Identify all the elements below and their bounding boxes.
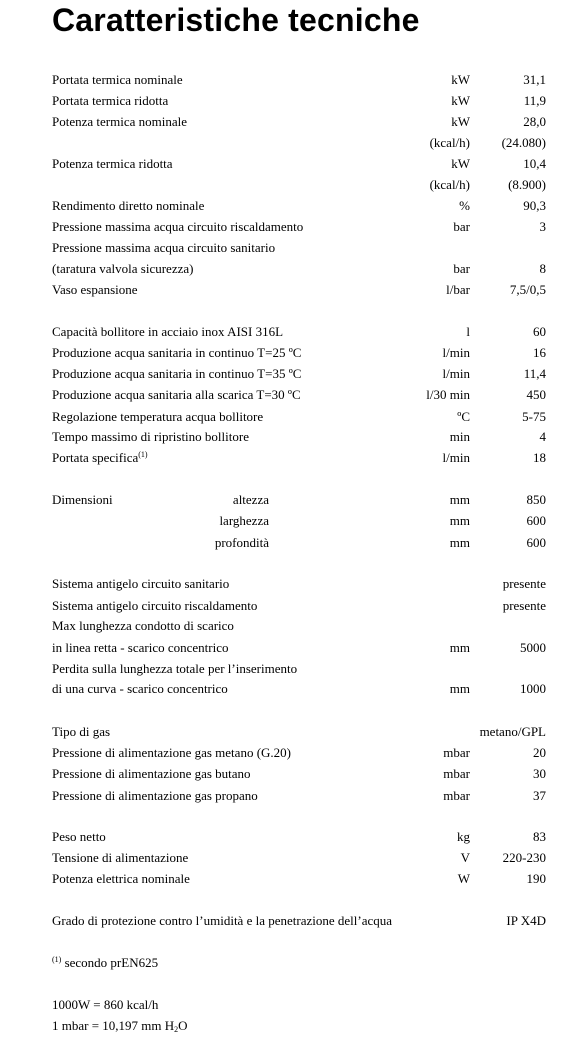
row-label: Tempo massimo di ripristino bollitore [52,429,249,444]
row-label: Sistema antigelo circuito sanitario [52,576,230,591]
table-row [52,406,546,427]
row-unit: kg [457,829,470,844]
row-unit: kW [451,156,470,171]
table-row [52,595,546,616]
row-unit: l [466,324,470,339]
row-label: Produzione acqua sanitaria in continuo T=25 ºC [52,345,302,360]
table-row [52,847,546,868]
table-row [52,342,546,363]
row-label: Pressione massima acqua circuito riscaldamento [52,219,304,234]
footnote [52,952,546,973]
row-value: 28,0 [523,114,546,129]
row-unit: V [460,850,470,865]
table-row [52,678,546,699]
row-value: (8.900) [508,177,546,192]
row-label: Produzione acqua sanitaria alla scarica T=30 ºC [52,387,301,402]
table-row [52,174,546,195]
row-unit: l/30 min [426,387,470,402]
row-value: 600 [526,535,546,550]
row-label-text: Portata specifica [52,450,139,465]
table-row [52,658,546,679]
row-value: 20 [533,745,546,760]
row-value: 31,1 [523,72,546,87]
row-label: Potenza termica ridotta [52,156,173,171]
row-value: 190 [526,871,546,886]
row-unit: mbar [443,788,470,803]
table-row [52,69,546,90]
table-row [52,279,546,300]
row-unit: l/min [442,450,470,465]
row-unit: mbar [443,766,470,781]
row-value: 220-230 [502,850,546,865]
row-label [52,447,148,468]
table-row [52,785,546,806]
row-label: Tipo di gas [52,724,111,739]
row-value: metano/GPL [479,724,546,739]
row-unit: mm [449,681,470,696]
row-value: presente [502,576,546,591]
row-value: 7,5/0,5 [509,282,546,297]
row-unit: bar [453,261,470,276]
conversion-note [52,994,546,1015]
row-value: 18 [533,450,546,465]
page-title: Caratteristiche tecniche [52,2,420,38]
row-unit: ºC [457,409,470,424]
table-row [52,721,546,742]
row-label: Pressione massima acqua circuito sanitario [52,240,276,255]
row-unit: (kcal/h) [429,177,470,192]
row-unit: kW [451,72,470,87]
row-value: 4 [539,429,546,444]
row-value: IP X4D [506,913,546,928]
dimension-sublabel: profondità [214,535,269,550]
conversion-mbar-text: 1 mbar = 10,197 mm H [52,1018,175,1033]
table-row [52,910,546,931]
footnote-text: secondo prEN625 [61,955,159,970]
row-unit: mm [449,640,470,655]
row-label: Perdita sulla lunghezza totale per l’inserimento [52,661,298,676]
row-label: Portata termica nominale [52,72,183,87]
row-unit: kW [451,114,470,129]
table-row [52,132,546,153]
row-value: 5-75 [522,409,546,424]
table-row [52,615,546,636]
row-value: 11,9 [523,93,546,108]
row-label: in linea retta - scarico concentrico [52,640,229,655]
row-value: 11,4 [523,366,546,381]
row-unit: bar [453,219,470,234]
row-unit: mm [449,535,470,550]
table-row [52,111,546,132]
row-label: Regolazione temperatura acqua bollitore [52,409,264,424]
dimension-sublabel: altezza [232,492,269,507]
row-value: 850 [526,492,546,507]
table-row [52,363,546,384]
table-row [52,510,546,531]
table-row [52,216,546,237]
conversion-suffix: O [178,1018,188,1033]
dimension-sublabel: larghezza [219,513,269,528]
row-label: Pressione di alimentazione gas butano [52,766,251,781]
row-label: Sistema antigelo circuito riscaldamento [52,598,258,613]
table-row [52,489,546,510]
row-unit: min [449,429,470,444]
row-value: 30 [533,766,546,781]
row-label: Peso netto [52,829,106,844]
row-label: Max lunghezza condotto di scarico [52,618,234,633]
row-unit: l/min [442,345,470,360]
row-unit: % [459,198,470,213]
row-label: Dimensioni [52,492,113,507]
row-label: Produzione acqua sanitaria in continuo T=35 ºC [52,366,302,381]
row-value: 3 [539,219,546,234]
row-value: 600 [526,513,546,528]
row-label: Tensione di alimentazione [52,850,189,865]
table-row [52,258,546,279]
row-label: Vaso espansione [52,282,138,297]
row-unit: W [457,871,470,886]
row-unit: mbar [443,745,470,760]
table-row [52,195,546,216]
row-unit: l/bar [446,282,470,297]
row-label: Portata termica ridotta [52,93,169,108]
row-label: Pressione di alimentazione gas propano [52,788,258,803]
row-unit: kW [451,93,470,108]
table-row [52,742,546,763]
table-row [52,532,546,553]
conversion-subscript: 2 [174,1025,179,1034]
table-row [52,763,546,784]
row-unit: (kcal/h) [429,135,470,150]
row-label: Grado di protezione contro l’umidità e la penetrazione dell’acqua [52,913,393,928]
row-value: presente [502,598,546,613]
table-row [52,153,546,174]
table-row [52,868,546,889]
row-unit: mm [449,492,470,507]
footnote-marker: (1) [52,955,62,964]
row-value: 16 [533,345,546,360]
footnote-ref: (1) [138,450,148,459]
row-value: 10,4 [523,156,546,171]
table-row [52,426,546,447]
table-row [52,637,546,658]
table-row [52,90,546,111]
table-row [52,447,546,468]
table-row [52,826,546,847]
row-value: 8 [539,261,546,276]
conversion-note [52,1015,546,1036]
table-row [52,321,546,342]
row-label: Potenza elettrica nominale [52,871,190,886]
row-label: (taratura valvola sicurezza) [52,261,194,276]
row-value: 37 [533,788,546,803]
row-value: 90,3 [523,198,546,213]
row-value: 5000 [520,640,546,655]
row-label: di una curva - scarico concentrico [52,681,228,696]
footnote-text-wrap [52,952,158,973]
table-row [52,384,546,405]
row-value: 450 [526,387,546,402]
row-unit: mm [449,513,470,528]
conversion-mbar [52,1015,188,1036]
row-value: 60 [533,324,546,339]
row-value: 83 [533,829,546,844]
conversion-watt: 1000W = 860 kcal/h [52,997,159,1012]
table-row [52,573,546,594]
row-unit: l/min [442,366,470,381]
row-value: (24.080) [501,135,546,150]
row-label: Capacità bollitore in acciaio inox AISI 316L [52,324,284,339]
row-label: Rendimento diretto nominale [52,198,205,213]
row-label: Pressione di alimentazione gas metano (G.20) [52,745,291,760]
table-row [52,237,546,258]
row-label: Potenza termica nominale [52,114,188,129]
row-value: 1000 [520,681,546,696]
